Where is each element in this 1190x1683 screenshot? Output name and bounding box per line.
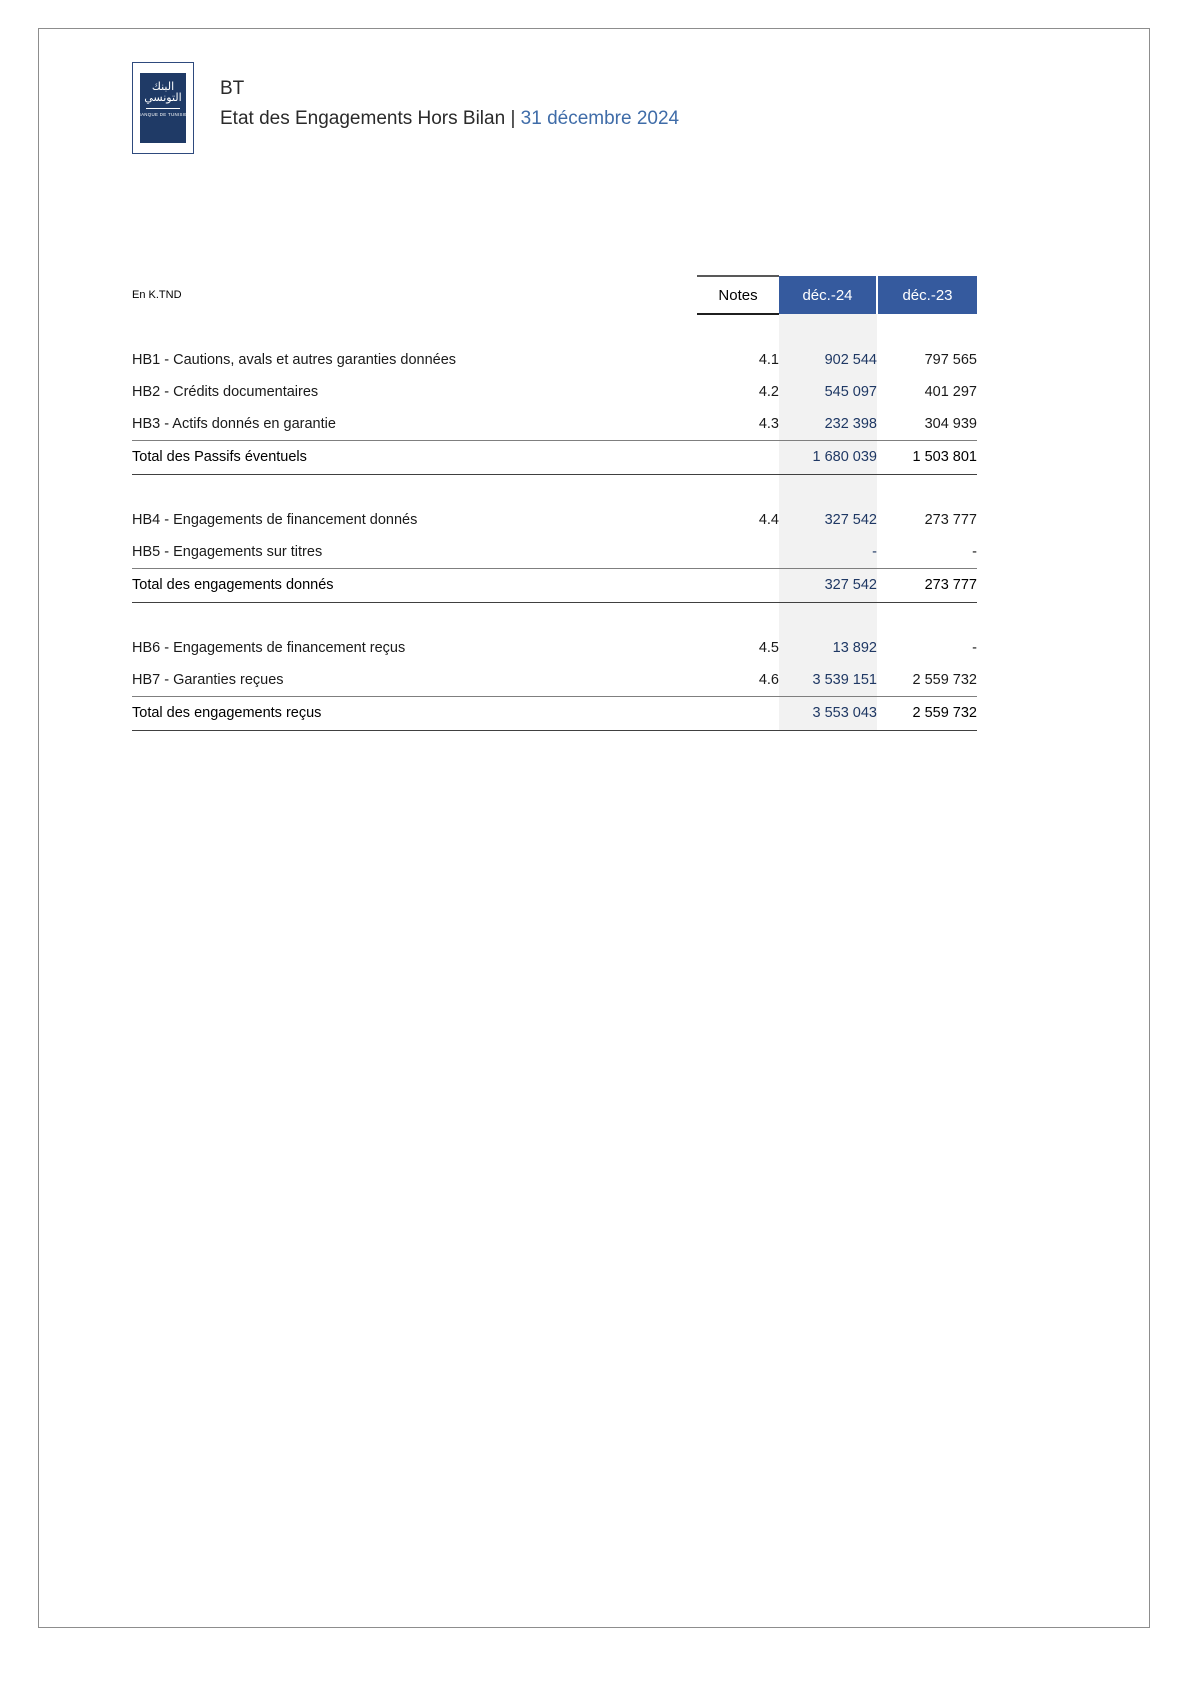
title-block: [220, 62, 679, 134]
row-value-previous: 304 939: [924, 415, 977, 432]
page-border: [38, 28, 1150, 1628]
spacer-previous: [877, 602, 977, 632]
row-note: 4.6: [758, 671, 779, 688]
spacer-label: [132, 474, 697, 504]
total-note: [697, 696, 779, 730]
logo-subtitle: BANQUE DE TUNISIE: [138, 112, 188, 117]
row-note: 4.4: [758, 512, 779, 528]
table-total-row: [132, 696, 977, 730]
bank-logo-mark: [140, 73, 186, 143]
row-value-previous: 273 777: [924, 512, 977, 528]
total-value-previous: 2 559 732: [877, 696, 977, 730]
spacer-label: [132, 602, 697, 632]
row-note: [697, 536, 779, 568]
row-label: HB6 - Engagements de financement reçus: [132, 640, 406, 656]
unit-label: En K.TND: [132, 289, 182, 301]
total-value-current: 1 680 039: [779, 440, 877, 474]
total-label: Total des Passifs éventuels: [132, 440, 697, 474]
row-value-previous: 2 559 732: [912, 671, 977, 688]
column-header-current: déc.-24: [779, 276, 877, 314]
row-value-previous: -: [972, 543, 977, 560]
table-row: [132, 504, 977, 536]
document-header: [132, 62, 679, 154]
row-value-previous: -: [972, 640, 977, 656]
table-body: [132, 314, 977, 730]
table-row: [132, 664, 977, 696]
table-row: [132, 536, 977, 568]
column-header-notes: Notes: [697, 276, 779, 314]
row-value-current: 545 097: [779, 376, 877, 408]
row-note: 4.1: [758, 352, 779, 368]
row-value-current: 902 544: [779, 344, 877, 376]
spacer-previous: [877, 314, 977, 344]
logo-arabic-line-2: التونسي: [144, 91, 182, 104]
bank-logo: [132, 62, 194, 154]
table-row: [132, 376, 977, 408]
table-total-row: [132, 440, 977, 474]
total-note: [697, 440, 779, 474]
row-label: HB5 - Engagements sur titres: [132, 543, 323, 560]
row-value-current: 327 542: [779, 504, 877, 536]
total-value-previous: 1 503 801: [877, 440, 977, 474]
column-header-previous: déc.-23: [877, 276, 977, 314]
statement-title: Etat des Engagements Hors Bilan: [220, 108, 506, 129]
logo-arabic-line-1: البنك: [151, 80, 175, 93]
table-total-row: [132, 568, 977, 602]
total-value-current: 327 542: [779, 568, 877, 602]
row-value-previous: 797 565: [924, 352, 977, 368]
row-value-previous: 401 297: [924, 384, 977, 400]
spacer-notes: [697, 602, 779, 632]
spacer-notes: [697, 474, 779, 504]
off-balance-sheet-table: [132, 275, 977, 731]
spacer-current: [779, 314, 877, 344]
entity-name: BT: [220, 78, 245, 99]
row-note: 4.5: [758, 640, 779, 656]
row-note: 4.2: [758, 384, 779, 400]
row-label: HB7 - Garanties reçues: [132, 671, 284, 688]
table-header: [132, 276, 977, 314]
spacer-label: [132, 314, 697, 344]
row-label: HB4 - Engagements de financement donnés: [132, 512, 418, 528]
row-label: HB3 - Actifs donnés en garantie: [132, 415, 336, 432]
row-value-current: 13 892: [779, 632, 877, 664]
spacer-current: [779, 474, 877, 504]
total-label: Total des engagements donnés: [132, 568, 697, 602]
table-row: [132, 632, 977, 664]
row-label: HB2 - Crédits documentaires: [132, 384, 319, 400]
table-row: [132, 344, 977, 376]
table-row: [132, 408, 977, 440]
total-note: [697, 568, 779, 602]
spacer-notes: [697, 314, 779, 344]
spacer-row: [132, 314, 977, 344]
report-date: 31 décembre 2024: [520, 108, 680, 129]
row-value-current: -: [779, 536, 877, 568]
row-note: 4.3: [758, 415, 779, 432]
spacer-row: [132, 602, 977, 632]
total-label: Total des engagements reçus: [132, 696, 697, 730]
page-title: [220, 104, 679, 134]
logo-divider: [146, 108, 180, 109]
spacer-previous: [877, 474, 977, 504]
table-header-row: [132, 276, 977, 314]
total-value-previous: 273 777: [877, 568, 977, 602]
row-value-current: 232 398: [779, 408, 877, 440]
title-separator: |: [510, 108, 516, 129]
total-value-current: 3 553 043: [779, 696, 877, 730]
spacer-current: [779, 602, 877, 632]
spacer-row: [132, 474, 977, 504]
row-label: HB1 - Cautions, avals et autres garanties données: [132, 352, 457, 368]
row-value-current: 3 539 151: [779, 664, 877, 696]
